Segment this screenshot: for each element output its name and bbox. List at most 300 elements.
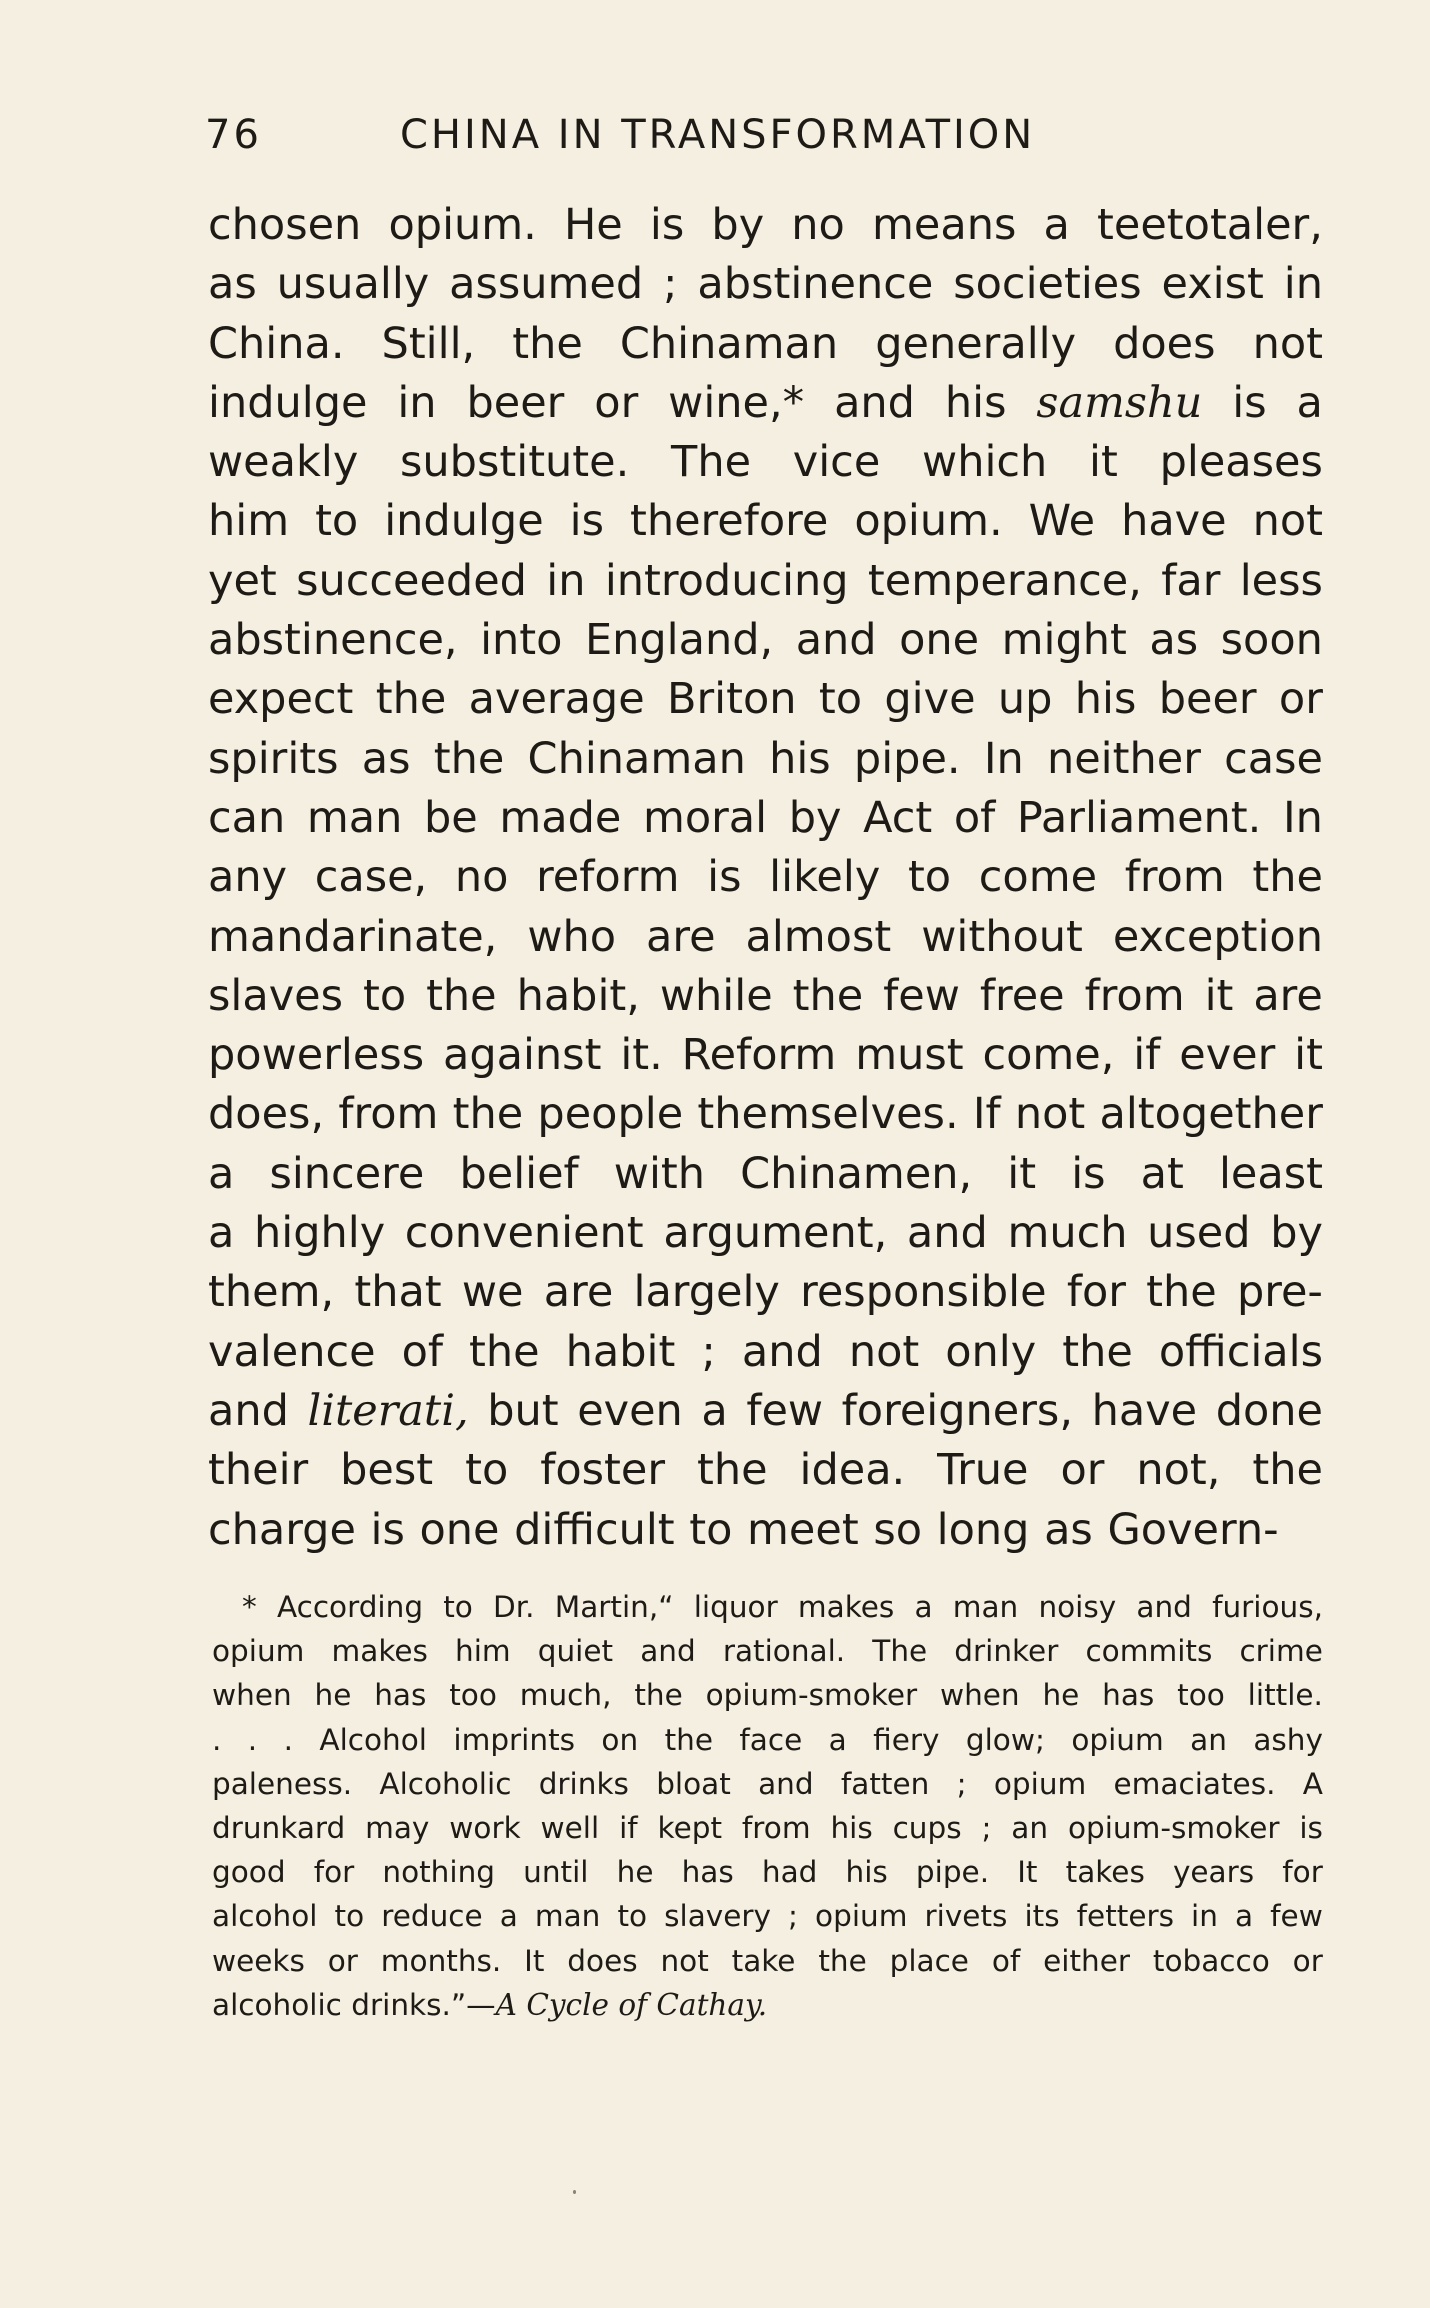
word: come [978,852,1098,903]
word: can [208,792,286,843]
word: drinker [954,1634,1059,1669]
word: is [1071,1148,1106,1199]
paper-speck [573,2190,576,2194]
footnote-line [212,1585,1323,1629]
word: of [401,1326,444,1377]
word: who [527,911,617,962]
word: have [1091,1385,1198,1436]
word: Chinaman [619,318,839,369]
word: have [1121,496,1227,547]
word: a [208,1208,235,1259]
word: teetotaler, [1097,200,1323,250]
word: months. [380,1943,502,1978]
word: cups [892,1810,962,1845]
word: does [1113,318,1216,369]
word: a [1043,200,1070,250]
word: Alcoholic [379,1766,512,1801]
word: A [1302,1766,1323,1801]
word: with [613,1148,706,1199]
word: is [707,852,742,903]
word: beer [466,377,565,428]
word: Govern- [1107,1504,1279,1555]
word: not [1014,1089,1086,1140]
word: up [997,674,1053,725]
word: and [640,1634,696,1669]
word: a [701,1385,728,1436]
word: any [208,852,288,903]
word: alcoholic drinks.”— [212,1987,496,2022]
word: literati, [307,1385,469,1436]
word: * [242,1590,257,1624]
word: while [659,970,773,1021]
word: his [1074,674,1137,725]
word: opium [1071,1722,1164,1757]
word: him [208,496,290,547]
word: by [788,792,842,843]
word: weakly [208,437,359,488]
word: introducing [604,555,849,606]
word: fetters [1076,1899,1174,1934]
word: ever [1179,1030,1276,1081]
word: of [991,1943,1021,1978]
text-line [208,670,1323,729]
word: samshu [1036,377,1203,428]
word: substitute. [400,437,630,488]
word: a [1235,1899,1254,1934]
word: pre- [1236,1267,1323,1318]
word: without [921,911,1083,962]
word: his [845,1855,888,1890]
word: . [247,1722,258,1757]
word: . [212,1722,222,1757]
word: rational. [722,1634,846,1669]
word: In [983,733,1024,784]
word: assumed [449,259,644,310]
word: idea. [799,1445,906,1496]
word: it [1294,1030,1323,1081]
word: the [1252,852,1323,903]
word: opium. [388,200,537,250]
word: far [1161,555,1221,606]
word: to [907,852,952,903]
word: too [1177,1678,1225,1713]
word: from [1084,970,1185,1021]
word: done [1215,1385,1323,1436]
word: Chinamen, [740,1148,973,1199]
word: pipe. [853,733,961,784]
footnote-line [212,1850,1323,1894]
word: pleases [1159,437,1323,488]
word: opium [212,1634,305,1669]
word: neither [1046,733,1201,784]
word: that [354,1267,442,1318]
text-line [208,1085,1323,1144]
word: much, [519,1678,612,1713]
word: to [362,970,407,1021]
word: few [1270,1899,1323,1934]
word: Act [863,792,933,843]
word: as [1149,615,1199,666]
word: exist [1161,259,1264,310]
word: is [1232,377,1267,428]
word: opium [815,1899,908,1934]
word: little. [1247,1678,1323,1713]
word: the [375,674,447,725]
word: as [208,259,257,310]
word: an [1011,1810,1049,1845]
footnote-line [212,1673,1323,1717]
word: their [208,1445,309,1496]
word: Briton [667,674,797,725]
word: and [906,1208,988,1259]
text-line [208,196,1323,255]
word: in [1191,1899,1218,1934]
word: makes [797,1590,895,1624]
word: for [313,1855,355,1890]
word: means [872,200,1017,250]
word: has [681,1855,734,1890]
word: least [1218,1148,1323,1199]
word: a [1296,377,1323,428]
text-line [208,789,1323,848]
word: his [830,1810,873,1845]
word: The [872,1634,928,1669]
word: a [208,1148,235,1199]
word: at [1140,1148,1184,1199]
text-line [208,433,1323,492]
word: one [899,615,980,666]
word: in [546,555,586,606]
word: in [397,377,437,428]
word: ; [981,1810,992,1845]
word: . [283,1722,293,1757]
word: the [634,1678,683,1713]
word: a [914,1590,933,1624]
word: the [426,970,497,1021]
word: must [855,1030,964,1081]
footnote-line [212,1894,1323,1938]
word: from [741,1810,811,1845]
word: are [543,1267,614,1318]
word: in [1283,259,1323,310]
word: therefore [629,496,829,547]
word: come, [982,1030,1115,1081]
word: and [758,1766,814,1801]
word: foreigners, [841,1385,1074,1436]
text-line [208,611,1323,670]
text-line [208,1501,1323,1560]
word: largely [633,1267,780,1318]
word: may [365,1810,430,1845]
word: it [1089,437,1118,488]
word: to [334,1899,365,1934]
word: ; [701,1326,716,1377]
word: argument, [663,1208,888,1259]
word: we [461,1267,524,1318]
word: officials [1158,1326,1323,1377]
word: the [1252,1445,1323,1496]
word: Dr. [493,1590,535,1624]
word: until [523,1855,589,1890]
word: liquor [693,1590,778,1624]
word: or [1292,1943,1323,1978]
word: no [454,852,509,903]
footnote-line [212,1983,1323,2027]
word: expect [208,674,354,725]
word: an [1190,1722,1227,1757]
text-line [208,967,1323,1026]
word: to [818,674,863,725]
text-line [208,492,1323,551]
word: generally [875,318,1077,369]
word: He [563,200,623,250]
word: weeks [212,1943,305,1978]
word: much [1007,1208,1128,1259]
word: not [1252,318,1323,369]
word: takes [1065,1855,1145,1890]
text-line [208,848,1323,907]
word: bloat [656,1766,731,1801]
text-line [208,552,1323,611]
word: Chinaman [527,733,746,784]
word: highly [254,1208,386,1259]
word: take [731,1943,796,1978]
word: good [212,1855,286,1890]
running-head [205,112,1135,172]
word: paleness. [212,1766,353,1801]
word: the [664,1722,713,1757]
word: is [1299,1810,1323,1845]
word: man [534,1899,601,1934]
word: for [1282,1855,1323,1890]
word: powerless [208,1030,425,1081]
word: too [449,1678,497,1713]
word: fiery [873,1722,940,1757]
word: when [212,1678,292,1713]
word: belief [459,1148,579,1199]
word: noisy [1038,1590,1117,1624]
footnote-line [212,1629,1323,1673]
word: might [1001,615,1127,666]
word: he [616,1855,654,1890]
word: is [370,1504,405,1555]
word: if [619,1810,638,1845]
word: Alcohol [319,1722,427,1757]
word: is [569,496,604,547]
word: or [594,377,639,428]
word: the [512,318,583,369]
footnote-line [212,1718,1323,1762]
word: made [499,792,622,843]
word: indulge [384,496,544,547]
word: China. [208,318,345,369]
text-line [208,1204,1323,1263]
footnote-line [212,1939,1323,1983]
word: case [1224,733,1323,784]
word: his [769,733,831,784]
word: as [361,733,411,784]
word: It [524,1943,545,1978]
word: if [1133,1030,1161,1081]
word: drinks [538,1766,629,1801]
word: it [1007,1148,1037,1199]
word: A Cycle of Cathay. [495,1987,768,2022]
word: he [1042,1678,1080,1713]
word: England, [584,615,774,666]
word: habit, [516,970,640,1021]
word: not [848,1326,920,1377]
word: The [671,437,752,488]
word: ; [663,259,678,310]
word: which [922,437,1048,488]
word: According [276,1590,424,1624]
word: charge [208,1504,356,1555]
word: If [972,1089,1001,1140]
word: usually [276,259,430,310]
word: Still, [381,318,476,369]
word: reduce [381,1899,483,1934]
word: for [1066,1267,1126,1318]
word: opium. [854,496,1003,547]
footnote [212,1585,1323,2027]
text-line [208,1382,1323,1441]
word: reform [536,852,680,903]
word: opium-smoker [705,1678,918,1713]
word: yet [208,555,277,606]
word: imprints [453,1722,576,1757]
body-text [208,196,1323,1560]
text-line [208,255,1323,314]
word: commits [1085,1634,1213,1669]
word: people [537,1089,684,1140]
word: it. [620,1030,663,1081]
word: opium-smoker [1067,1810,1280,1845]
word: alcohol [212,1899,318,1934]
word: True [937,1445,1029,1496]
word: emaciates. [1113,1766,1276,1801]
word: the [696,1445,768,1496]
word: rivets [924,1899,1008,1934]
word: to [443,1590,473,1624]
word: chosen [208,200,362,250]
word: slaves [208,970,344,1021]
word: from [338,1089,439,1140]
word: the [792,970,864,1021]
word: man [306,792,403,843]
word: only [945,1326,1037,1377]
word: the [469,1326,540,1377]
word: soon [1220,615,1323,666]
text-line [208,1323,1323,1382]
word: abstinence [697,259,934,310]
text-line [208,1026,1323,1085]
word: and [1136,1590,1192,1624]
word: quiet [537,1634,614,1669]
word: does [567,1943,638,1978]
word: and [795,615,877,666]
text-line [208,1441,1323,1500]
word: the [1146,1267,1217,1318]
word: to [617,1899,648,1934]
word: less [1239,555,1323,606]
word: almost [745,911,892,962]
word: temperance, [867,555,1142,606]
word: not [660,1943,709,1978]
word: drunkard [212,1810,346,1845]
word: against [442,1030,602,1081]
word: when [939,1678,1020,1713]
word: the [433,733,505,784]
word: best [340,1445,434,1496]
word: ; [956,1766,967,1801]
word: fatten [840,1766,930,1801]
word: indulge [208,377,368,428]
footnote-line [212,1806,1323,1850]
word: are [646,911,716,962]
word: so [873,1504,923,1555]
word: is [649,200,685,250]
word: sincere [269,1148,425,1199]
word: or [1278,674,1323,725]
word: We [1028,496,1096,547]
word: abstinence, [208,615,458,666]
word: altogether [1099,1089,1323,1140]
word: used [1147,1208,1251,1259]
word: average [468,674,645,725]
word: likely [769,852,881,903]
word: years [1172,1855,1255,1890]
word: but [487,1385,559,1436]
word: a [499,1899,518,1934]
word: crime [1239,1634,1323,1669]
word: be [423,792,478,843]
text-line [208,730,1323,789]
text-line [208,315,1323,374]
word: beer [1158,674,1257,725]
footnote-line [212,1762,1323,1806]
word: wine,* [668,377,805,428]
word: him [455,1634,511,1669]
word: foster [540,1445,666,1496]
word: to [689,1504,733,1555]
word: exception [1112,911,1323,962]
word: by [711,200,765,250]
word: pipe. [915,1855,990,1890]
word: and [834,377,915,428]
word: moral [642,792,768,843]
word: glow; [965,1722,1045,1757]
word: vice [792,437,881,488]
word: has [374,1678,427,1713]
word: to [315,496,359,547]
word: or [327,1943,358,1978]
word: by [1270,1208,1323,1259]
word: the [452,1089,524,1140]
word: his [944,377,1007,428]
word: tobacco [1152,1943,1270,1978]
word: Parliament. [1016,792,1262,843]
word: and [741,1326,823,1377]
word: furious, [1212,1590,1323,1624]
word: it [1204,970,1234,1021]
word: of [953,792,996,843]
word: its [1024,1899,1060,1934]
text-line [208,1263,1323,1322]
word: long [936,1504,1030,1555]
word: well [540,1810,600,1845]
word: no [791,200,845,250]
word: even [577,1385,683,1436]
